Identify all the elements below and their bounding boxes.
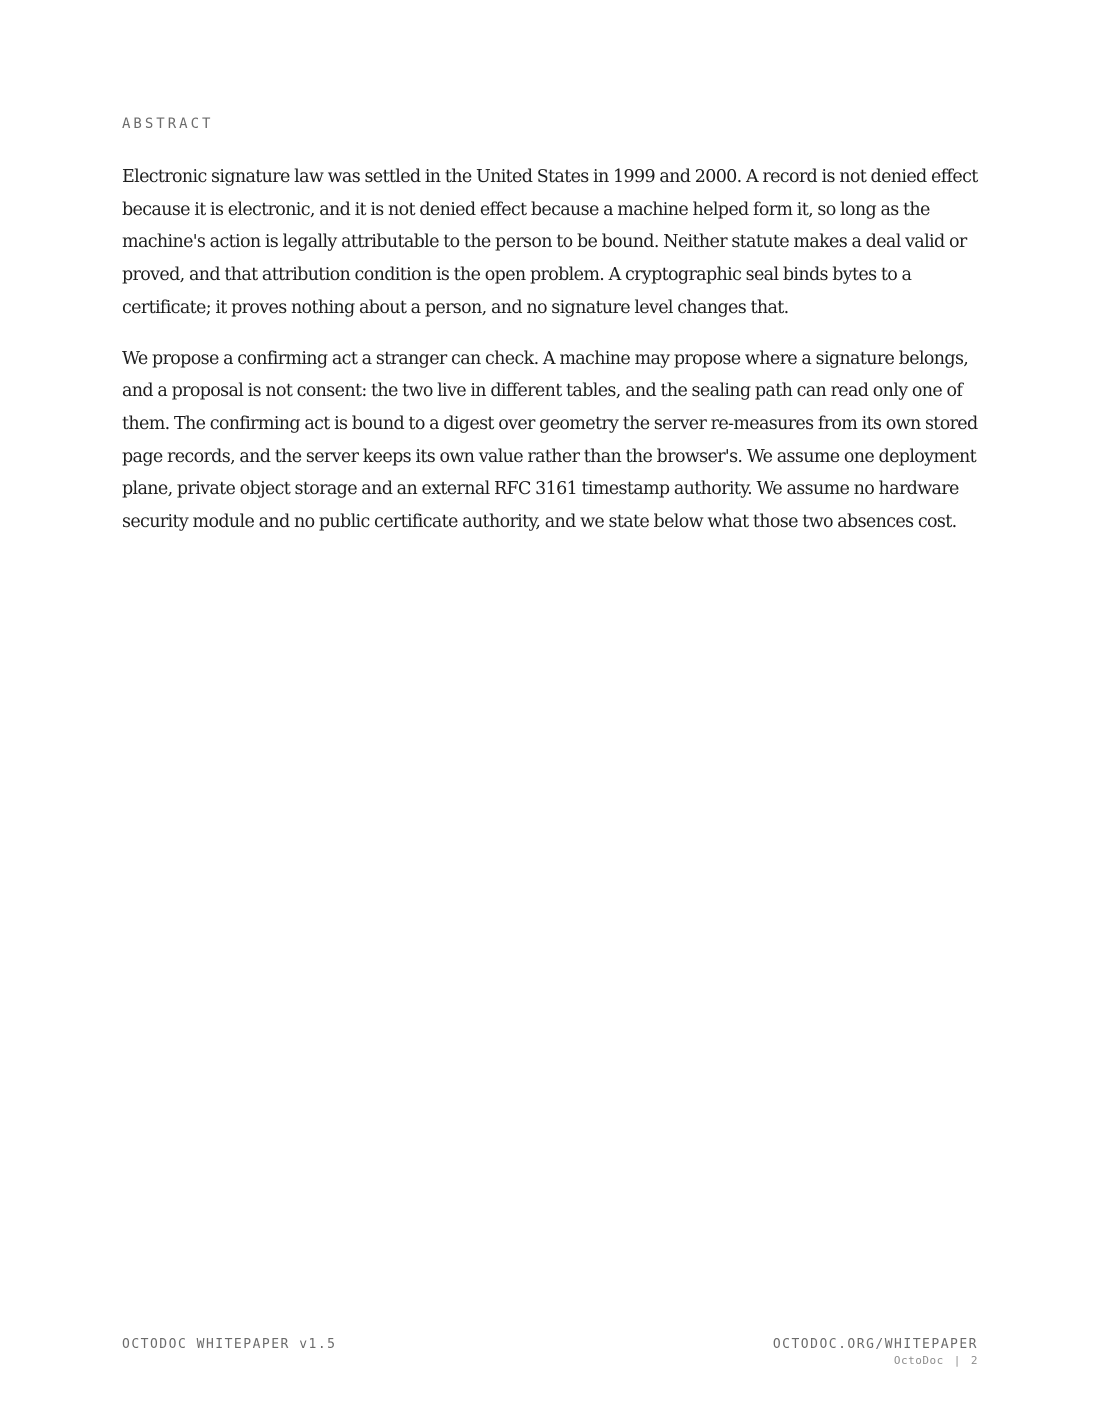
abstract-body: [122, 161, 978, 557]
abstract-paragraph-1: Electronic signature law was settled in the United States in 1999 and 2000. A record is not denied effect because it is electronic, and it is not denied effect because a machine helped form it, so long as the machine's action is legally attributable to the person to be bound. Neither statute makes a deal valid or proved, and that attribution condition is the open problem. A cryptographic seal binds bytes to a certificate; it proves nothing about a person, and no signature level changes that.: [122, 167, 978, 318]
footer-url: OCTODOC.ORG/WHITEPAPER: [772, 1337, 978, 1352]
footer-right-block: [773, 1337, 978, 1367]
footer-page-meta: [773, 1354, 978, 1367]
footer-document-title: OCTODOC WHITEPAPER v1.5: [122, 1337, 337, 1352]
footer-brand: OctoDoc: [893, 1354, 944, 1367]
footer-separator: |: [953, 1354, 961, 1367]
abstract-paragraph-2: We propose a confirming act a stranger can check. A machine may propose where a signature belongs, and a proposal is not consent: the two live in different tables, and the sealing path can read only one of them. The confirming act is bound to a digest over geometry the server re-measures from its own stored page records, and the server keeps its own value rather than the browser's. We assume one deployment plane, private object storage and an external RFC 3161 timestamp authority. We assume no hardware security module and no public certificate authority, and we state below what those two absences cost.: [122, 348, 978, 533]
section-label-abstract: ABSTRACT: [122, 116, 214, 132]
page-number: 2: [970, 1354, 978, 1367]
